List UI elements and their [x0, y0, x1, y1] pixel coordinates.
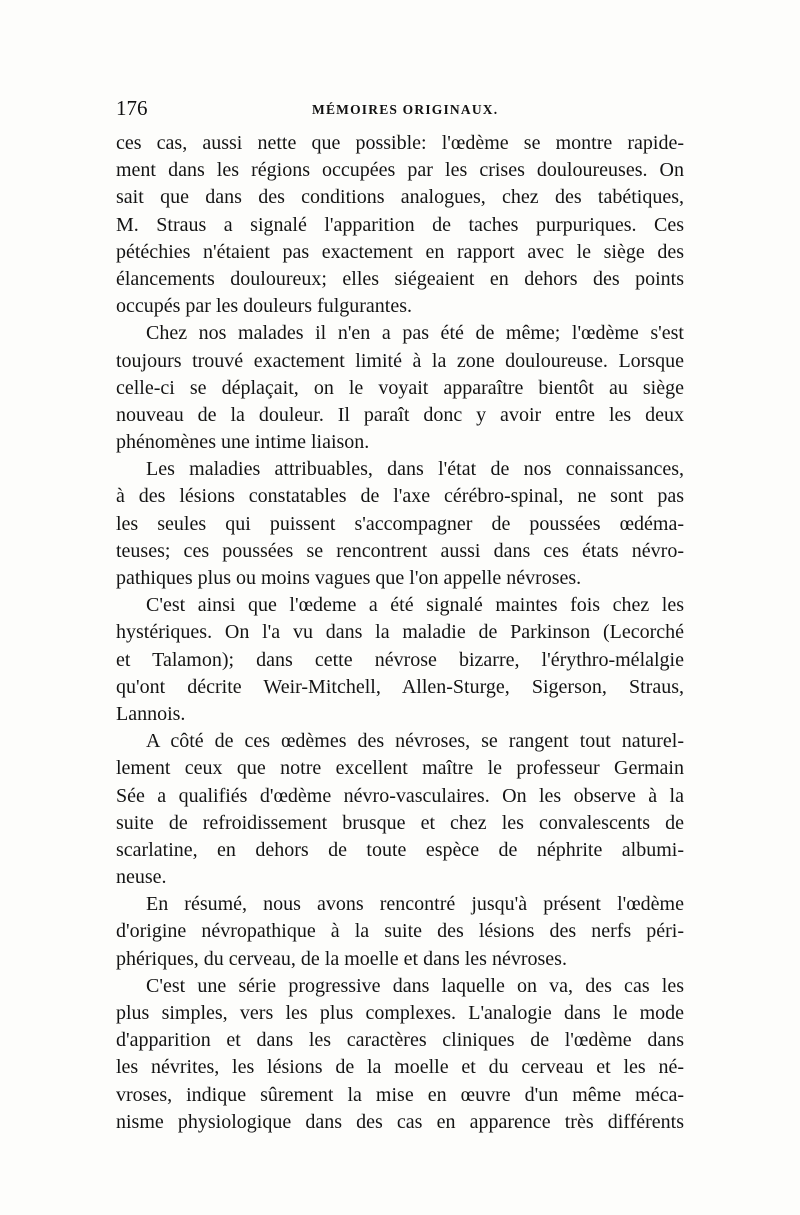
text-line: phériques, du cerveau, de la moelle et dans les névroses. [116, 947, 567, 970]
text-line: pathiques plus ou moins vagues que l'on appelle névroses. [116, 567, 582, 589]
text-line: neuse. [116, 866, 167, 889]
page-header [116, 96, 684, 124]
text-line: et Talamon); dans cette névrose bizarre, l'érythro-mélalgie [116, 648, 684, 671]
text-line: nisme physiologique dans des cas en apparence très différents [116, 1110, 684, 1133]
text-line: Lannois. [116, 702, 186, 725]
page-number: 176 [116, 96, 148, 120]
text-line: hystériques. On l'a vu dans la maladie de Parkinson (Lecorché [116, 621, 684, 644]
text-line: C'est une série progressive dans laquelle on va, des cas les [146, 974, 684, 997]
text-line: à des lésions constatables de l'axe cérébro-spinal, ne sont pas [116, 485, 684, 508]
text-line: phénomènes une intime liaison. [116, 431, 370, 454]
text-line: teuses; ces poussées se rencontrent aussi dans ces états névro- [116, 539, 684, 562]
text-line: toujours trouvé exactement limité à la zone douloureuse. Lorsque [116, 349, 684, 372]
text-line: suite de refroidissement brusque et chez les convalescents de [116, 811, 684, 834]
body-text [116, 130, 684, 1136]
text-line: A côté de ces œdèmes des névroses, se rangent tout naturel- [146, 730, 684, 753]
text-line: sait que dans des conditions analogues, chez des tabétiques, [116, 186, 684, 209]
text-line: occupés par les douleurs fulgurantes. [116, 295, 413, 318]
text-line: les névrites, les lésions de la moelle et du cerveau et les né- [116, 1056, 684, 1079]
text-line: qu'ont décrite Weir-Mitchell, Allen-Sturge, Sigerson, Straus, [116, 675, 684, 698]
text-line: nouveau de la douleur. Il paraît donc y avoir entre les deux [116, 403, 684, 426]
text-line: Les maladies attribuables, dans l'état de nos connaissances, [146, 458, 684, 481]
text-line: celle-ci se déplaçait, on le voyait apparaître bientôt au siège [116, 376, 684, 399]
text-line: lement ceux que notre excellent maître le professeur Germain [116, 757, 684, 780]
text-line: En résumé, nous avons rencontré jusqu'à présent l'œdème [146, 893, 684, 916]
text-line: vroses, indique sûrement la mise en œuvre d'un même méca- [116, 1083, 684, 1106]
text-line: Chez nos malades il n'en a pas été de même; l'œdème s'est [146, 322, 684, 345]
text-line: scarlatine, en dehors de toute espèce de néphrite albumi- [116, 838, 684, 861]
text-line: élancements douloureux; elles siégeaient en dehors des points [116, 267, 684, 290]
text-line: les seules qui puissent s'accompagner de poussées œdéma- [116, 512, 684, 535]
text-line: d'origine névropathique à la suite des lésions des nerfs péri- [116, 920, 684, 943]
text-line: plus simples, vers les plus complexes. L'analogie dans le mode [116, 1002, 684, 1024]
text-line: ment dans les régions occupées par les crises douloureuses. On [116, 159, 684, 182]
text-line: pétéchies n'étaient pas exactement en rapport avec le siège des [116, 240, 684, 263]
running-head: MÉMOIRES ORIGINAUX. [312, 102, 499, 117]
text-line: ces cas, aussi nette que possible: l'œdème se montre rapide- [116, 132, 684, 154]
text-line: M. Straus a signalé l'apparition de taches purpuriques. Ces [116, 213, 684, 236]
text-line: d'apparition et dans les caractères cliniques de l'œdème dans [116, 1029, 684, 1052]
text-line: C'est ainsi que l'œdeme a été signalé maintes fois chez les [146, 594, 684, 617]
text-line: Sée a qualifiés d'œdème névro-vasculaires. On les observe à la [116, 784, 684, 807]
